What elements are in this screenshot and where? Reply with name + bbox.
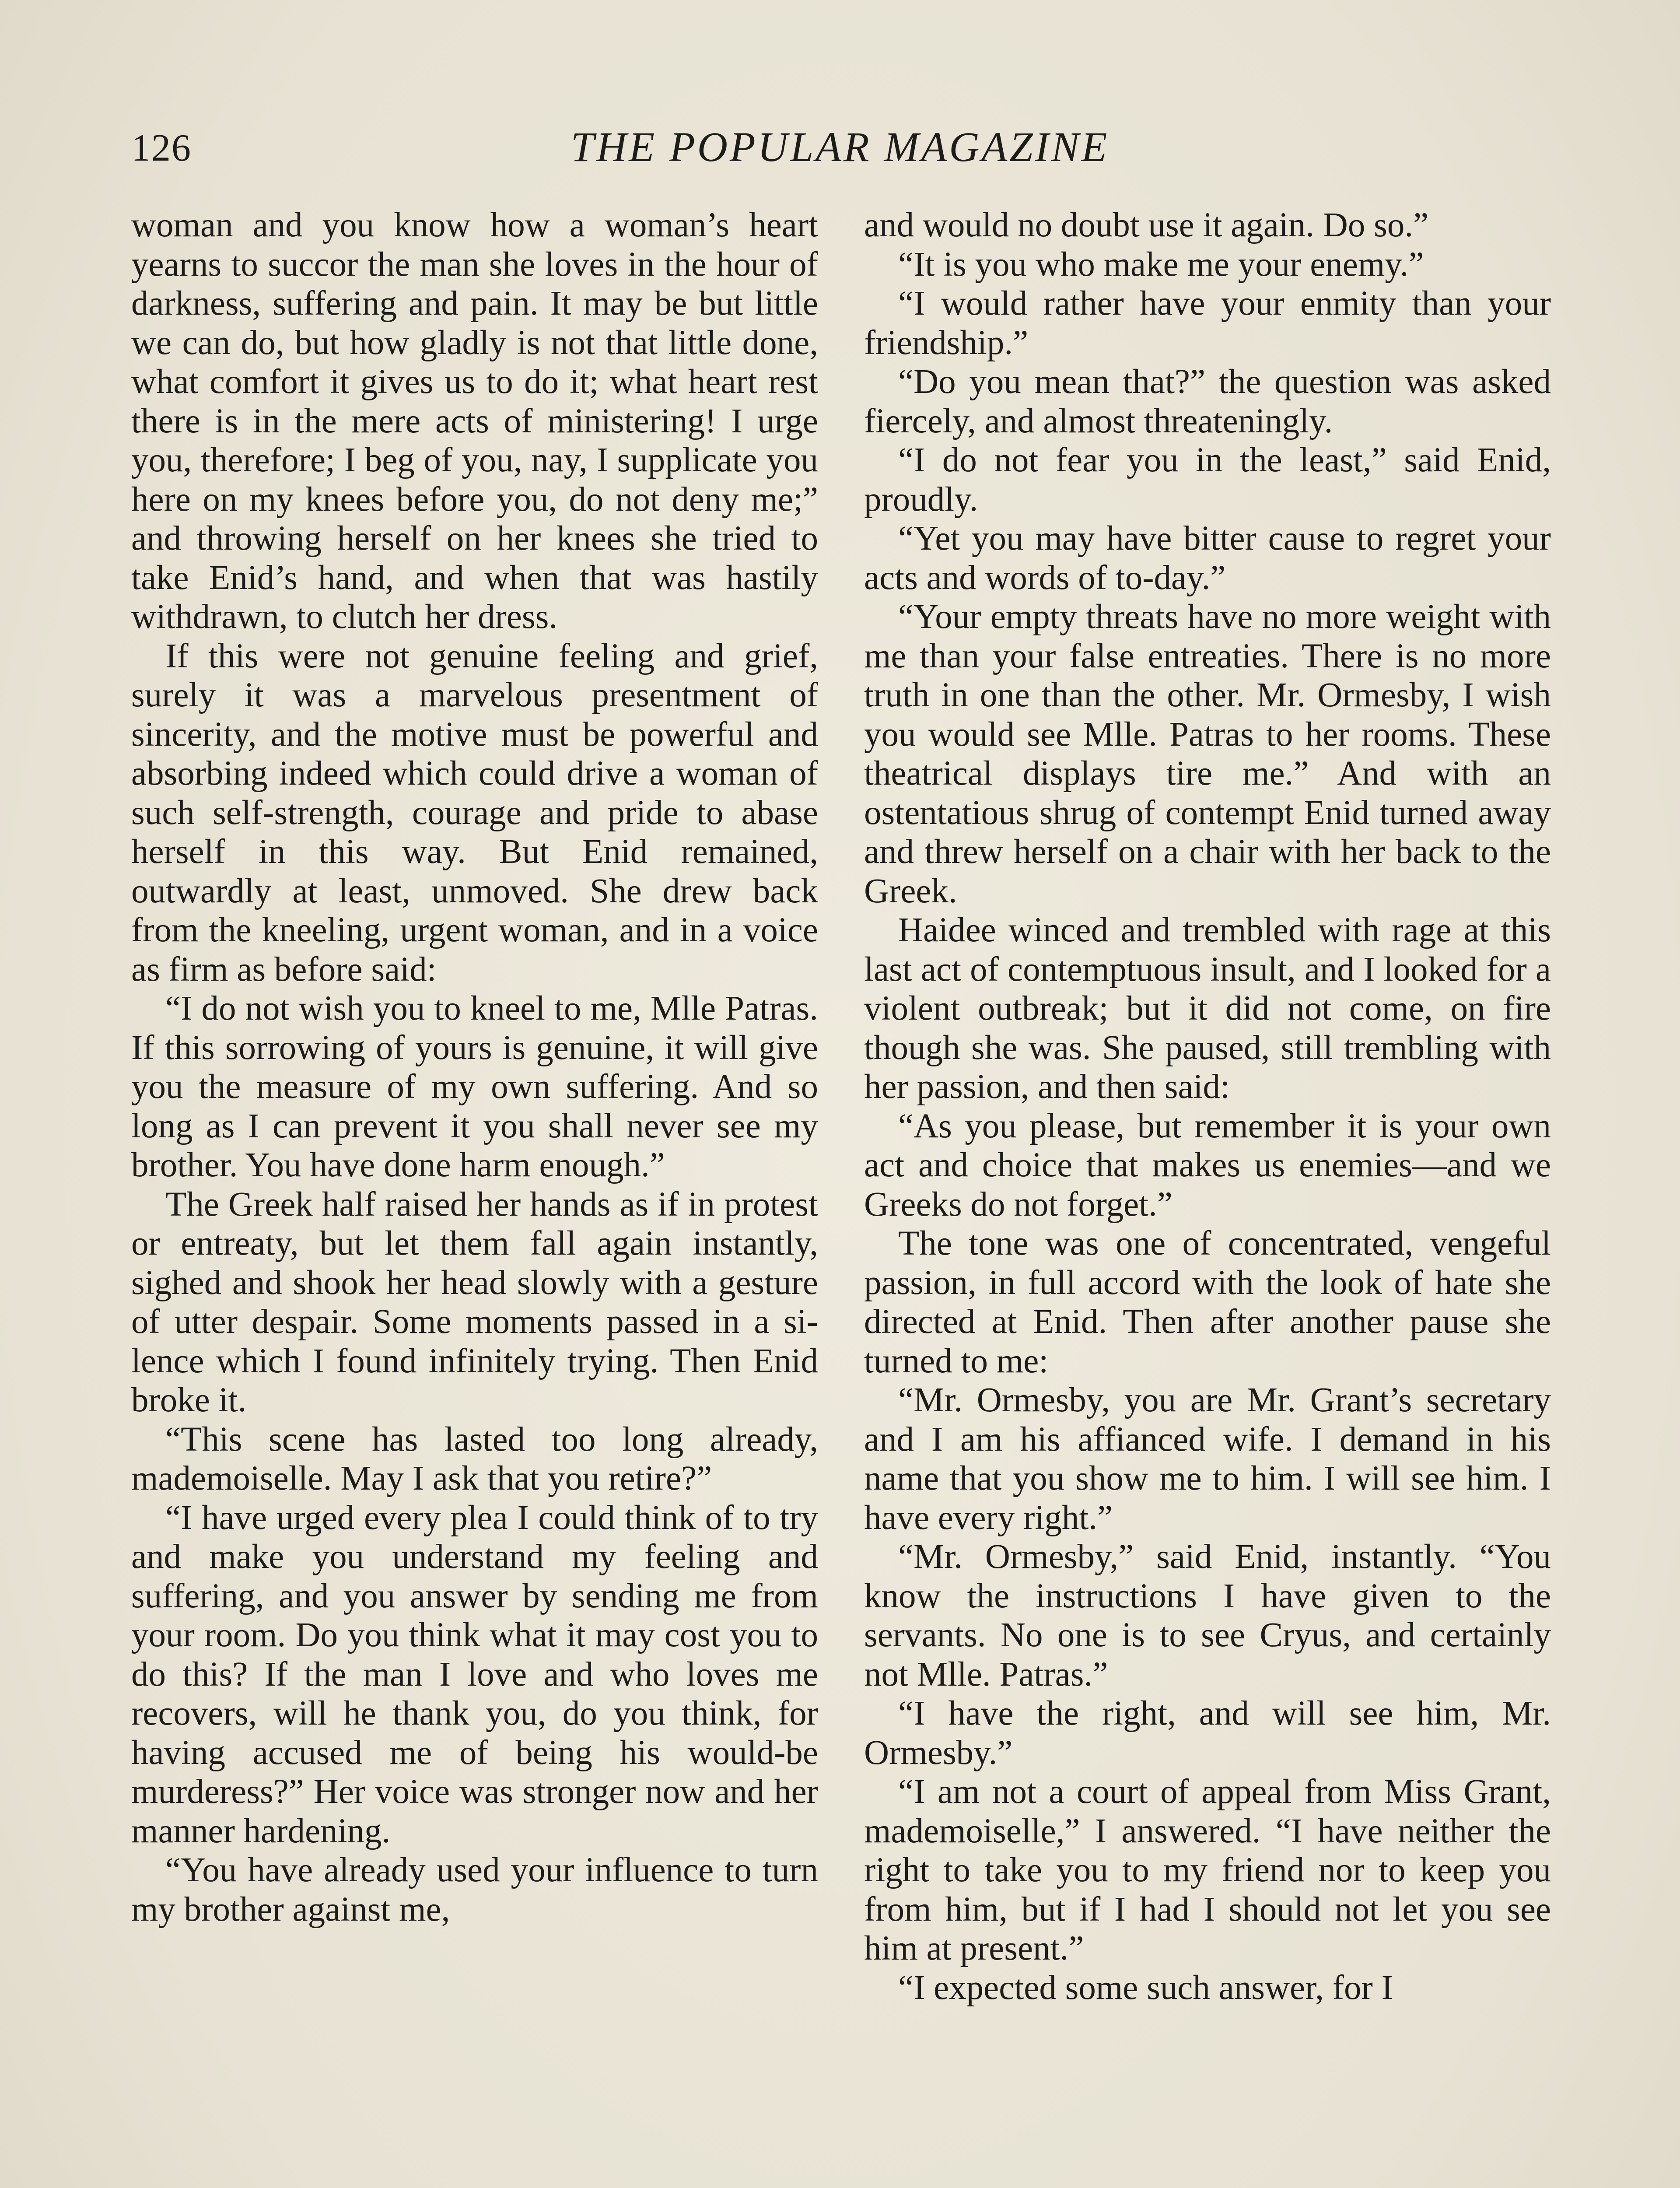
paragraph: “This scene has lasted too long already, mademoiselle. May I ask that you retire?”	[131, 1420, 818, 1497]
paragraph: “I do not fear you in the least,” said Enid, proudly.	[864, 441, 1551, 519]
paragraph: The tone was one of concentrated, vengeful passion, in full accord with the look of hate she directed at Enid. Then after another pause she turned to me:	[864, 1224, 1551, 1380]
paragraph: “Your empty threats have no more weight with me than your false entreaties. There is no more truth in one than the other. Mr. Ormesby, I wish you would see Mlle. Patras to her rooms. These theatrical displays tire me.” And with an ostentatious shrug of contempt Enid turned away and threw herself on a chair with her back to the Greek.	[864, 598, 1551, 910]
page-header	[131, 118, 1549, 175]
paragraph: “I would rather have your enmity than your friendship.”	[864, 284, 1551, 362]
right-column	[864, 206, 1551, 2188]
paragraph: The Greek half raised her hands as if in protest or entreaty, but let them fall again instantly, sighed and shook her head slowly with a gesture of utter despair. Some moments passed in a silence which I found infinitely trying. Then Enid broke it.	[131, 1185, 818, 1419]
paragraph: “I expected some such answer, for I	[898, 1968, 1393, 2007]
paragraph: “As you please, but remember it is your own act and choice that makes us enemies—and we Greeks do not forget.”	[864, 1107, 1551, 1224]
paragraph: “It is you who make me your enemy.”	[898, 245, 1424, 284]
paragraph: Haidee winced and trembled with rage at this last act of contemptuous insult, and I looked for a violent outbreak; but it did not come, on fire though she was. She paused, still trembling with her passion, and then said:	[864, 911, 1551, 1106]
paragraph: “Mr. Ormesby,” said Enid, instantly. “You know the instructions I have given to the servants. No one is to see Cryus, and certainly not Mlle. Patras.”	[864, 1538, 1551, 1694]
page-number: 126	[131, 127, 192, 169]
paragraph: and would no doubt use it again. Do so.”	[864, 206, 1429, 244]
paragraph: If this were not genuine feeling and grief, surely it was a marvelous presentment of sincerity, and the motive must be powerful and absorbing indeed which could drive a woman of such self-strength, courage and pride to abase herself in this way. But Enid remained, outwardly at least, unmoved. She drew back from the kneeling, urgent woman, and in a voice as firm as before said:	[131, 637, 818, 989]
running-title: THE POPULAR MAGAZINE	[570, 123, 1110, 170]
paragraph: “I do not wish you to kneel to me, Mlle Patras. If this sorrowing of yours is genuine, it will give you the measure of my own suffering. And so long as I can prevent it you shall never see my brother. You have done harm enough.”	[131, 989, 818, 1184]
paragraph: “Yet you may have bitter cause to regret your acts and words of to-day.”	[864, 519, 1551, 597]
paragraph: woman and you know how a woman’s heart yearns to succor the man she loves in the hour of darkness, suffering and pain. It may be but little we can do, but how gladly is not that little done, what comfort it gives us to do it; what heart rest there is in the mere acts of ministering! I urge you, therefore; I beg of you, nay, I supplicate you here on my knees before you, do not deny me;” and throwing herself on her knees she tried to take Enid’s hand, and when that was hastily withdrawn, to clutch her dress.	[131, 206, 818, 636]
paragraph: “You have already used your influence to turn my brother against me,	[131, 1851, 818, 1929]
paragraph: “Do you mean that?” the question was asked fiercely, and almost threateningly.	[864, 363, 1551, 440]
paragraph: “I have urged every plea I could think of to try and make you understand my feeling and suffering, and you answer by sending me from your room. Do you think what it may cost you to do this? If the man I love and who loves me recovers, will he thank you, do you think, for having accused me of being his would-be murderess?” Her voice was stronger now and her manner hardening.	[131, 1498, 818, 1850]
left-column	[131, 206, 818, 2188]
paragraph: “Mr. Ormesby, you are Mr. Grant’s secretary and I am his affianced wife. I demand in his name that you show me to him. I will see him. I have every right.”	[864, 1381, 1551, 1537]
paragraph: “I have the right, and will see him, Mr. Ormesby.”	[864, 1694, 1551, 1772]
paragraph: “I am not a court of appeal from Miss Grant, mademoiselle,” I answered. “I have neither the right to take you to my friend nor to keep you from him, but if I had I should not let you see him at present.”	[864, 1773, 1551, 1967]
